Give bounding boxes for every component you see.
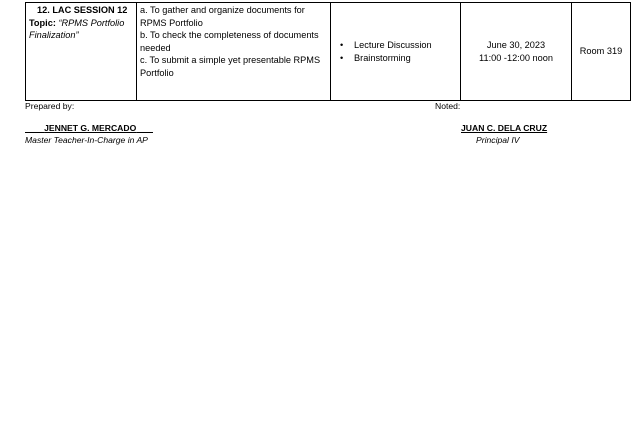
schedule-cell (461, 3, 572, 101)
strategies-cell (331, 3, 461, 101)
noted-label: Noted: (435, 101, 461, 111)
objective-line: b. To check the completeness of documents (140, 30, 319, 41)
session-date: June 30, 2023 (486, 39, 546, 50)
objective-line: needed (140, 42, 171, 53)
objective-line: Portfolio (140, 67, 174, 78)
prepared-name-line (25, 123, 153, 133)
list-item: • Brainstorming (354, 52, 457, 65)
objective-line: c. To submit a simple yet presentable RPMS (140, 55, 321, 66)
topic-text-continued: Finalization” (29, 30, 79, 41)
lac-session-table (25, 2, 631, 101)
objective-line: RPMS Portfolio (140, 17, 203, 28)
strategies-list (334, 39, 457, 64)
prepared-title: Master Teacher-In-Charge in AP (25, 135, 148, 145)
objective-line: a. To gather and organize documents for (140, 5, 305, 15)
prepared-name: JENNET G. MERCADO (44, 123, 137, 133)
objectives-cell (137, 3, 331, 101)
list-item: • Lecture Discussion (354, 39, 457, 52)
topic-text: “RPMS Portfolio (55, 17, 125, 28)
table-row (26, 3, 631, 101)
session-venue: Room 319 (579, 46, 623, 57)
session-topic (29, 17, 133, 30)
prepared-by-label: Prepared by: (25, 101, 75, 111)
venue-cell (572, 3, 631, 101)
noted-name: JUAN C. DELA CRUZ (461, 123, 548, 133)
session-time: 11:00 -12:00 noon (479, 52, 553, 63)
session-number: 12. LAC SESSION 12 (37, 5, 128, 15)
topic-label: Topic: (29, 17, 56, 28)
noted-title: Principal IV (476, 135, 520, 145)
session-title-cell (26, 3, 137, 101)
